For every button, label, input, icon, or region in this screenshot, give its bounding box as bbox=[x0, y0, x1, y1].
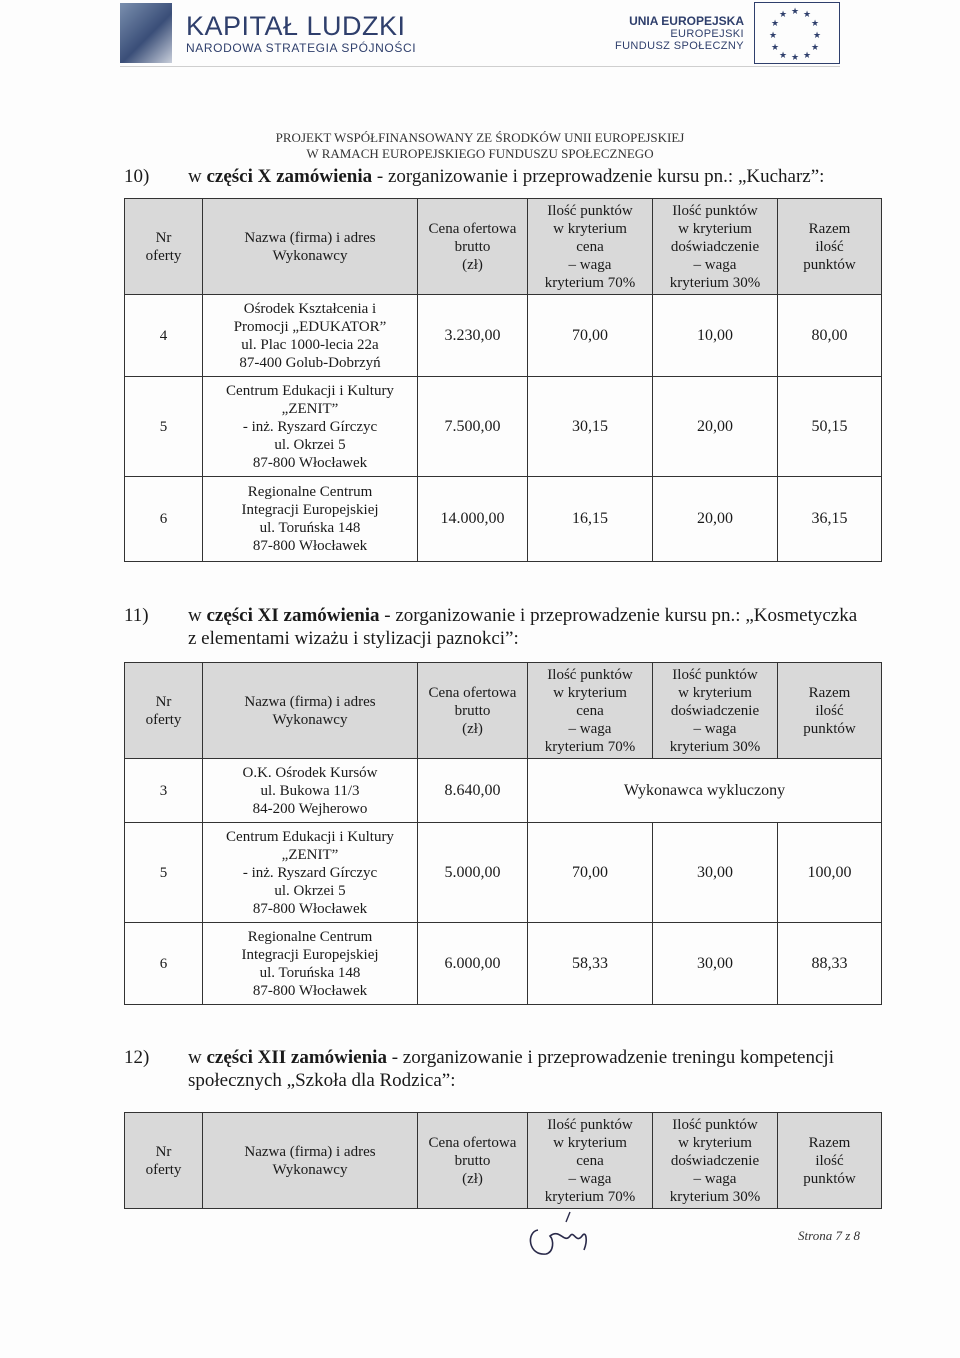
section-prefix: w bbox=[188, 605, 202, 626]
points-price: 16,15 bbox=[528, 477, 653, 562]
header-criterion-price: Ilość punktów w kryterium cena – waga kryterium 70% bbox=[528, 663, 653, 759]
points-total: 50,15 bbox=[778, 377, 882, 477]
offer-price: 7.500,00 bbox=[418, 377, 528, 477]
table-row bbox=[125, 923, 882, 1005]
contractor-name: Centrum Edukacji i Kultury „ZENIT” - inż. Ryszard Gírczyc ul. Okrzei 5 87-800 Włocławek bbox=[203, 823, 418, 923]
results-table-part-10 bbox=[124, 198, 882, 562]
points-experience: 20,00 bbox=[653, 477, 778, 562]
table-header-row bbox=[125, 199, 882, 295]
eu-text-block bbox=[615, 14, 744, 52]
header-criterion-experience: Ilość punktów w kryterium doświadczenie – waga kryterium 30% bbox=[653, 663, 778, 759]
offer-number: 5 bbox=[125, 823, 203, 923]
header-criterion-price: Ilość punktów w kryterium cena – waga kryterium 70% bbox=[528, 199, 653, 295]
brand-subtitle: NARODOWA STRATEGIA SPÓJNOŚCI bbox=[186, 41, 417, 55]
section-10-heading bbox=[124, 165, 864, 188]
points-price: 58,33 bbox=[528, 923, 653, 1005]
points-experience: 20,00 bbox=[653, 377, 778, 477]
section-number: 12) bbox=[124, 1047, 150, 1068]
section-12-heading bbox=[124, 1046, 864, 1092]
header-nr: Nr oferty bbox=[125, 1113, 203, 1209]
header-nr: Nr oferty bbox=[125, 663, 203, 759]
offer-number: 3 bbox=[125, 759, 203, 823]
header-total: Razem ilość punktów bbox=[778, 663, 882, 759]
points-total: 36,15 bbox=[778, 477, 882, 562]
points-price: 70,00 bbox=[528, 823, 653, 923]
section-prefix: w bbox=[188, 166, 202, 187]
points-experience: 30,00 bbox=[653, 923, 778, 1005]
section-description: - zorganizowanie i przeprowadzenie kursu pn.: „Kosmetyczka z elementami wizażu i stylizacji paznokci”: bbox=[188, 605, 858, 649]
excluded-note: Wykonawca wykluczony bbox=[528, 759, 882, 823]
section-number: 11) bbox=[124, 605, 149, 626]
offer-number: 5 bbox=[125, 377, 203, 477]
section-description: - zorganizowanie i przeprowadzenie kursu pn.: „Kucharz”: bbox=[372, 166, 825, 187]
header-name: Nazwa (firma) i adres Wykonawcy bbox=[203, 663, 418, 759]
section-number: 10) bbox=[124, 166, 150, 187]
contractor-name: Centrum Edukacji i Kultury „ZENIT” - inż. Ryszard Gírczyc ul. Okrzei 5 87-800 Włocławek bbox=[203, 377, 418, 477]
offer-number: 6 bbox=[125, 477, 203, 562]
contractor-name: O.K. Ośrodek Kursów ul. Bukowa 11/3 84-200 Wejherowo bbox=[203, 759, 418, 823]
section-part-label: części XI zamówienia bbox=[206, 605, 380, 626]
points-total: 100,00 bbox=[778, 823, 882, 923]
contractor-name: Regionalne Centrum Integracji Europejskiej ul. Toruńska 148 87-800 Włocławek bbox=[203, 923, 418, 1005]
eu-line-2: FUNDUSZ SPOŁECZNY bbox=[614, 40, 744, 52]
eu-title: UNIA EUROPEJSKA bbox=[629, 14, 744, 28]
offer-number: 4 bbox=[125, 295, 203, 377]
section-part-label: części X zamówienia bbox=[206, 166, 373, 187]
contractor-name: Regionalne Centrum Integracji Europejskiej ul. Toruńska 148 87-800 Włocławek bbox=[203, 477, 418, 562]
table-header-row bbox=[125, 1113, 882, 1209]
table-row bbox=[125, 759, 882, 823]
points-total: 88,33 bbox=[778, 923, 882, 1005]
header-criterion-experience: Ilość punktów w kryterium doświadczenie – waga kryterium 30% bbox=[653, 199, 778, 295]
points-experience: 30,00 bbox=[653, 823, 778, 923]
header-total: Razem ilość punktów bbox=[778, 199, 882, 295]
results-table-part-11 bbox=[124, 662, 882, 1005]
eu-flag-icon: ★ ★ ★ ★ ★ ★ ★ ★ ★ ★ ★ ★ bbox=[754, 2, 840, 64]
brand-title: KAPITAŁ LUDZKI bbox=[186, 11, 406, 41]
contractor-name: Ośrodek Kształcenia i Promocji „EDUKATOR” ul. Plac 1000-lecia 22a 87-400 Golub-Dobrzyń bbox=[203, 295, 418, 377]
offer-price: 14.000,00 bbox=[418, 477, 528, 562]
brand-block bbox=[186, 11, 416, 55]
header-name: Nazwa (firma) i adres Wykonawcy bbox=[203, 199, 418, 295]
table-row bbox=[125, 377, 882, 477]
points-experience: 10,00 bbox=[653, 295, 778, 377]
eu-line-1: EUROPEJSKI bbox=[670, 28, 744, 40]
header-name: Nazwa (firma) i adres Wykonawcy bbox=[203, 1113, 418, 1209]
offer-number: 6 bbox=[125, 923, 203, 1005]
table-row bbox=[125, 477, 882, 562]
section-description: - zorganizowanie i przeprowadzenie treningu kompetencji społecznych „Szkoła dla Rodzica”: bbox=[188, 1047, 834, 1091]
points-price: 30,15 bbox=[528, 377, 653, 477]
section-11-heading bbox=[124, 604, 864, 650]
table-row bbox=[125, 823, 882, 923]
project-line-1: PROJEKT WSPÓŁFINANSOWANY ZE ŚRODKÓW UNII EUROPEJSKIEJ bbox=[275, 130, 685, 145]
offer-price: 3.230,00 bbox=[418, 295, 528, 377]
offer-price: 5.000,00 bbox=[418, 823, 528, 923]
table-header-row bbox=[125, 663, 882, 759]
offer-price: 6.000,00 bbox=[418, 923, 528, 1005]
header-price: Cena ofertowa brutto (zł) bbox=[418, 1113, 528, 1209]
header-total: Razem ilość punktów bbox=[778, 1113, 882, 1209]
table-row bbox=[125, 295, 882, 377]
results-table-part-12 bbox=[124, 1112, 882, 1209]
kapital-ludzki-logo bbox=[120, 3, 172, 63]
header-price: Cena ofertowa brutto (zł) bbox=[418, 663, 528, 759]
section-part-label: części XII zamówienia bbox=[206, 1047, 387, 1068]
points-price: 70,00 bbox=[528, 295, 653, 377]
page-number: Strona 7 z 8 bbox=[798, 1228, 860, 1243]
header-nr: Nr oferty bbox=[125, 199, 203, 295]
header-price: Cena ofertowa brutto (zł) bbox=[418, 199, 528, 295]
header-criterion-price: Ilość punktów w kryterium cena – waga kryterium 70% bbox=[528, 1113, 653, 1209]
points-total: 80,00 bbox=[778, 295, 882, 377]
document-header bbox=[120, 0, 840, 67]
handwritten-signature bbox=[520, 1200, 600, 1260]
offer-price: 8.640,00 bbox=[418, 759, 528, 823]
section-prefix: w bbox=[188, 1047, 202, 1068]
project-line-2: W RAMACH EUROPEJSKIEGO FUNDUSZU SPOŁECZNEGO bbox=[306, 146, 654, 161]
header-criterion-experience: Ilość punktów w kryterium doświadczenie – waga kryterium 30% bbox=[653, 1113, 778, 1209]
